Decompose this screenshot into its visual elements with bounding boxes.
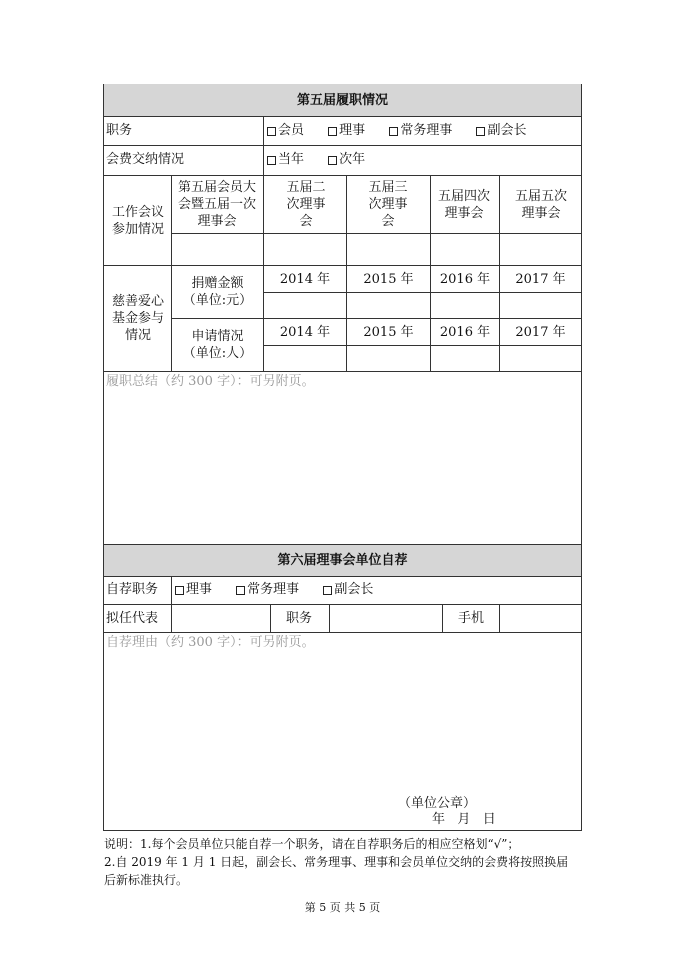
checkbox-icon — [328, 156, 337, 165]
checkbox-icon — [236, 586, 245, 595]
checkbox-icon — [328, 127, 337, 136]
col-line — [263, 116, 264, 175]
donation-year-2015: 2015 年 — [363, 271, 414, 287]
application-year-2017: 2017 年 — [515, 324, 566, 340]
meeting-label: 工作会议参加情况 — [111, 204, 164, 237]
representative-label: 拟任代表 — [106, 611, 159, 626]
row-line — [103, 604, 582, 605]
checkbox-icon — [267, 127, 276, 136]
table-border-bottom — [103, 830, 582, 831]
checkbox-next-year[interactable]: 次年 — [328, 152, 365, 168]
note-line-2: 2.自 2019 年 1 月 1 日起，副会长、常务理事、理事和会员单位交纳的会费将按照换届 — [104, 855, 569, 869]
meeting-header-5: 五届五次理事会 — [515, 188, 568, 221]
row-line — [103, 145, 582, 146]
fee-label: 会费交纳情况 — [106, 152, 185, 167]
checkbox-current-year[interactable]: 当年 — [267, 152, 304, 168]
self-position-options — [175, 582, 373, 600]
col-line — [171, 604, 172, 632]
table-border-left — [103, 84, 104, 830]
donation-label: 捐赠金额（单位:元） — [182, 276, 253, 308]
meeting-header-4: 五届四次理事会 — [438, 188, 491, 221]
row-line — [103, 632, 582, 633]
meeting-header-3: 五届三次理事会 — [368, 180, 408, 229]
rep-position-label: 职务 — [286, 611, 313, 626]
donation-year-2014: 2014 年 — [279, 271, 331, 287]
col-line — [270, 604, 271, 632]
row-line — [171, 233, 582, 234]
checkbox-self-standing-director[interactable]: 常务理事 — [236, 582, 299, 598]
col-line — [442, 604, 443, 632]
row-line — [103, 371, 582, 372]
meeting-header-1: 第五届会员大会暨五届一次理事会 — [177, 180, 256, 229]
col-line — [329, 604, 330, 632]
checkbox-icon — [267, 156, 276, 165]
meeting-header-2: 五届二次理事会 — [286, 180, 326, 229]
application-year-2016: 2016 年 — [439, 324, 491, 340]
checkbox-self-director[interactable]: 理事 — [175, 582, 212, 598]
checkbox-vice-president[interactable]: 副会长 — [476, 123, 526, 139]
position-options — [267, 123, 526, 141]
checkbox-icon — [175, 586, 184, 595]
checkbox-member[interactable]: 会员 — [267, 123, 304, 139]
page-number: 第 5 页 共 5 页 — [304, 901, 381, 914]
checkbox-icon — [476, 127, 485, 136]
fee-options — [267, 152, 365, 170]
table-border-right — [581, 84, 582, 830]
checkbox-self-vice-president[interactable]: 副会长 — [323, 582, 373, 598]
col-line — [499, 604, 500, 632]
row-line — [263, 292, 582, 293]
col-line — [171, 576, 172, 604]
note-line-3: 后新标准执行。 — [104, 873, 189, 887]
application-year-2015: 2015 年 — [363, 324, 414, 340]
charity-label: 慈善爱心基金参与情况 — [111, 294, 164, 343]
summary-prompt: 履职总结（约 300 字）：可另附页。 — [106, 374, 315, 389]
checkbox-icon — [389, 127, 398, 136]
checkbox-director[interactable]: 理事 — [328, 123, 365, 139]
seal-label: （单位公章） — [398, 796, 477, 811]
donation-year-2016: 2016 年 — [439, 271, 491, 287]
reason-prompt: 自荐理由（约 300 字）：可另附页。 — [106, 635, 315, 650]
phone-label: 手机 — [458, 611, 485, 626]
row-line — [263, 345, 582, 346]
checkbox-standing-director[interactable]: 常务理事 — [389, 123, 452, 139]
self-position-label: 自荐职务 — [106, 582, 159, 597]
section5-title: 第五届履职情况 — [296, 92, 388, 108]
donation-year-2017: 2017 年 — [515, 271, 566, 287]
position-label: 职务 — [106, 123, 133, 138]
application-label: 申请情况（单位:人） — [182, 329, 253, 361]
row-line — [103, 116, 582, 117]
col-line — [171, 175, 172, 371]
section6-title: 第六届理事会单位自荐 — [277, 552, 408, 568]
date-label: 年 月 日 — [432, 812, 496, 827]
row-line — [103, 576, 582, 577]
note-line-1: 说明：1.每个会员单位只能自荐一个职务，请在自荐职务后的相应空格划“√”； — [104, 837, 520, 851]
application-year-2014: 2014 年 — [279, 324, 331, 340]
checkbox-icon — [323, 586, 332, 595]
